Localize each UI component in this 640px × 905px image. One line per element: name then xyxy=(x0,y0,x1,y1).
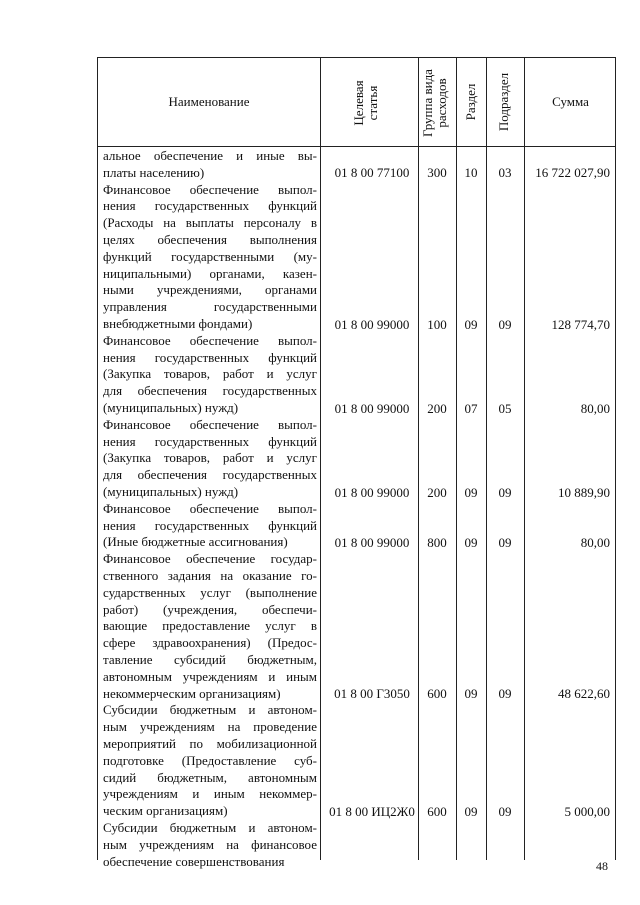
row-name-line: учреждениям и иным некоммер- xyxy=(103,786,317,802)
row-subsection: 09 xyxy=(498,484,512,500)
row-expense-group: 200 xyxy=(427,400,447,416)
row-name-line: альное обеспечение и иные вы- xyxy=(103,148,317,163)
row-name-line: Финансовое обеспечение выпол- xyxy=(103,181,317,197)
row-expense-group: 600 xyxy=(427,803,447,819)
row-target-article: 01 8 00 ИЦ2Ж0 xyxy=(329,803,415,819)
row-name-line: целях обеспечения выполнения xyxy=(103,231,317,247)
header-expense-group-line: расходов xyxy=(434,78,449,128)
row-name-line: вающие предоставление услуг в xyxy=(103,618,317,634)
row-name-line: ными учреждениями, органами xyxy=(103,282,317,298)
row-name-line: работ) (учреждения, обеспечи- xyxy=(103,601,317,617)
header-sum: Сумма xyxy=(552,94,589,109)
row-name-line: (Закупка товаров, работ и услуг xyxy=(103,366,317,382)
row-name-line: ческим организациям) xyxy=(103,803,228,819)
row-subsection: 05 xyxy=(498,400,512,416)
row-name-line: нения государственных функций xyxy=(103,433,317,449)
row-name-line: внебюджетными фондами) xyxy=(103,315,253,331)
row-name-line: обеспечение совершенствования xyxy=(103,853,285,869)
row-target-article: 01 8 00 Г3050 xyxy=(334,686,410,702)
row-name-line: (Иные бюджетные ассигнования) xyxy=(103,534,288,550)
row-name-line: (Закупка товаров, работ и услуг xyxy=(103,450,317,466)
row-sum: 80,00 xyxy=(580,534,610,550)
header-name: Наименование xyxy=(168,94,250,109)
row-name-line: ным учреждениям на финансовое xyxy=(103,836,317,852)
row-target-article: 01 8 00 99000 xyxy=(334,534,410,550)
row-section: 09 xyxy=(464,484,478,500)
row-section: 09 xyxy=(464,686,478,702)
row-name-line: (Расходы на выплаты персоналу в xyxy=(103,215,317,231)
row-name xyxy=(103,182,317,333)
header-target-article-line: статья xyxy=(365,85,380,121)
row-section: 10 xyxy=(464,165,478,181)
row-name-line: функций государственными (му- xyxy=(103,248,317,264)
row-name xyxy=(103,148,317,182)
row-name-line: Финансовое обеспечение выпол- xyxy=(103,416,317,432)
row-name-line: нения государственных функций xyxy=(103,198,317,214)
row-target-article: 01 8 00 99000 xyxy=(334,316,410,332)
row-section: 09 xyxy=(464,316,478,332)
row-name-line: сударственных услуг (выполнение xyxy=(103,584,317,600)
row-subsection: 09 xyxy=(498,534,512,550)
row-name-line: тавление субсидий бюджетным, xyxy=(103,651,317,667)
row-section: 09 xyxy=(464,534,478,550)
row-name-line: мероприятий по мобилизационной xyxy=(103,735,317,751)
row-subsection: 09 xyxy=(498,686,512,702)
row-name-line: (муниципальных) нужд) xyxy=(103,399,239,415)
row-name xyxy=(103,551,317,702)
row-sum: 128 774,70 xyxy=(551,316,610,332)
header-subsection: Подраздел xyxy=(496,72,511,132)
row-sum: 16 722 027,90 xyxy=(535,165,610,181)
row-name-line: для обеспечения государственных xyxy=(103,383,317,399)
row-name xyxy=(103,417,317,501)
row-name-line: Субсидии бюджетным и автоном- xyxy=(103,820,317,835)
column-divider xyxy=(320,58,321,860)
budget-table xyxy=(97,57,616,869)
row-name-line: (муниципальных) нужд) xyxy=(103,483,239,499)
row-name-line: Финансовое обеспечение выпол- xyxy=(103,332,317,348)
header-target-article xyxy=(352,63,382,143)
row-name xyxy=(103,820,317,870)
row-subsection: 09 xyxy=(498,316,512,332)
row-subsection: 09 xyxy=(498,803,512,819)
row-name-line: Финансовое обеспечение выпол- xyxy=(103,500,317,516)
row-name-line: платы населению) xyxy=(103,164,205,180)
row-name-line: сидий бюджетным, автономным xyxy=(103,769,317,785)
row-expense-group: 800 xyxy=(427,534,447,550)
row-name-line: управления государственными xyxy=(103,299,317,315)
row-name xyxy=(103,333,317,417)
row-target-article: 01 8 00 99000 xyxy=(334,400,410,416)
row-expense-group: 600 xyxy=(427,686,447,702)
header-expense-group-line: Группа вида xyxy=(420,69,435,137)
page-number: 48 xyxy=(596,859,608,873)
row-name-line: ным учреждениям на проведение xyxy=(103,719,317,735)
row-sum: 48 622,60 xyxy=(558,686,610,702)
row-name-line: ственного задания на оказание го- xyxy=(103,567,317,583)
row-subsection: 03 xyxy=(498,165,512,181)
header-expense-group xyxy=(421,63,451,143)
row-expense-group: 100 xyxy=(427,316,447,332)
row-name-line: автономным учреждениям и иным xyxy=(103,668,317,684)
row-target-article: 01 8 00 77100 xyxy=(334,165,410,181)
row-sum: 10 889,90 xyxy=(558,484,610,500)
row-name xyxy=(103,501,317,551)
row-name-line: нения государственных функций xyxy=(103,517,317,533)
row-sum: 5 000,00 xyxy=(564,803,610,819)
header-section: Раздел xyxy=(463,83,478,121)
row-name-line: Финансовое обеспечение государ- xyxy=(103,551,317,567)
row-name-line: Субсидии бюджетным и автоном- xyxy=(103,702,317,718)
row-name xyxy=(103,702,317,820)
header-divider xyxy=(98,146,615,147)
row-name-line: для обеспечения государственных xyxy=(103,467,317,483)
row-name-line: подготовке (Предоставление суб- xyxy=(103,752,317,768)
row-expense-group: 300 xyxy=(427,165,447,181)
row-sum: 80,00 xyxy=(580,400,610,416)
row-section: 07 xyxy=(464,400,478,416)
row-expense-group: 200 xyxy=(427,484,447,500)
row-name-line: некоммерческим организациям) xyxy=(103,685,281,701)
row-name-line: ниципальными) органами, казен- xyxy=(103,265,317,281)
row-target-article: 01 8 00 99000 xyxy=(334,484,410,500)
row-name-line: нения государственных функций xyxy=(103,349,317,365)
row-name-line: сфере здравоохранения) (Предос- xyxy=(103,635,317,651)
row-section: 09 xyxy=(464,803,478,819)
header-target-article-line: Целевая xyxy=(351,80,366,126)
